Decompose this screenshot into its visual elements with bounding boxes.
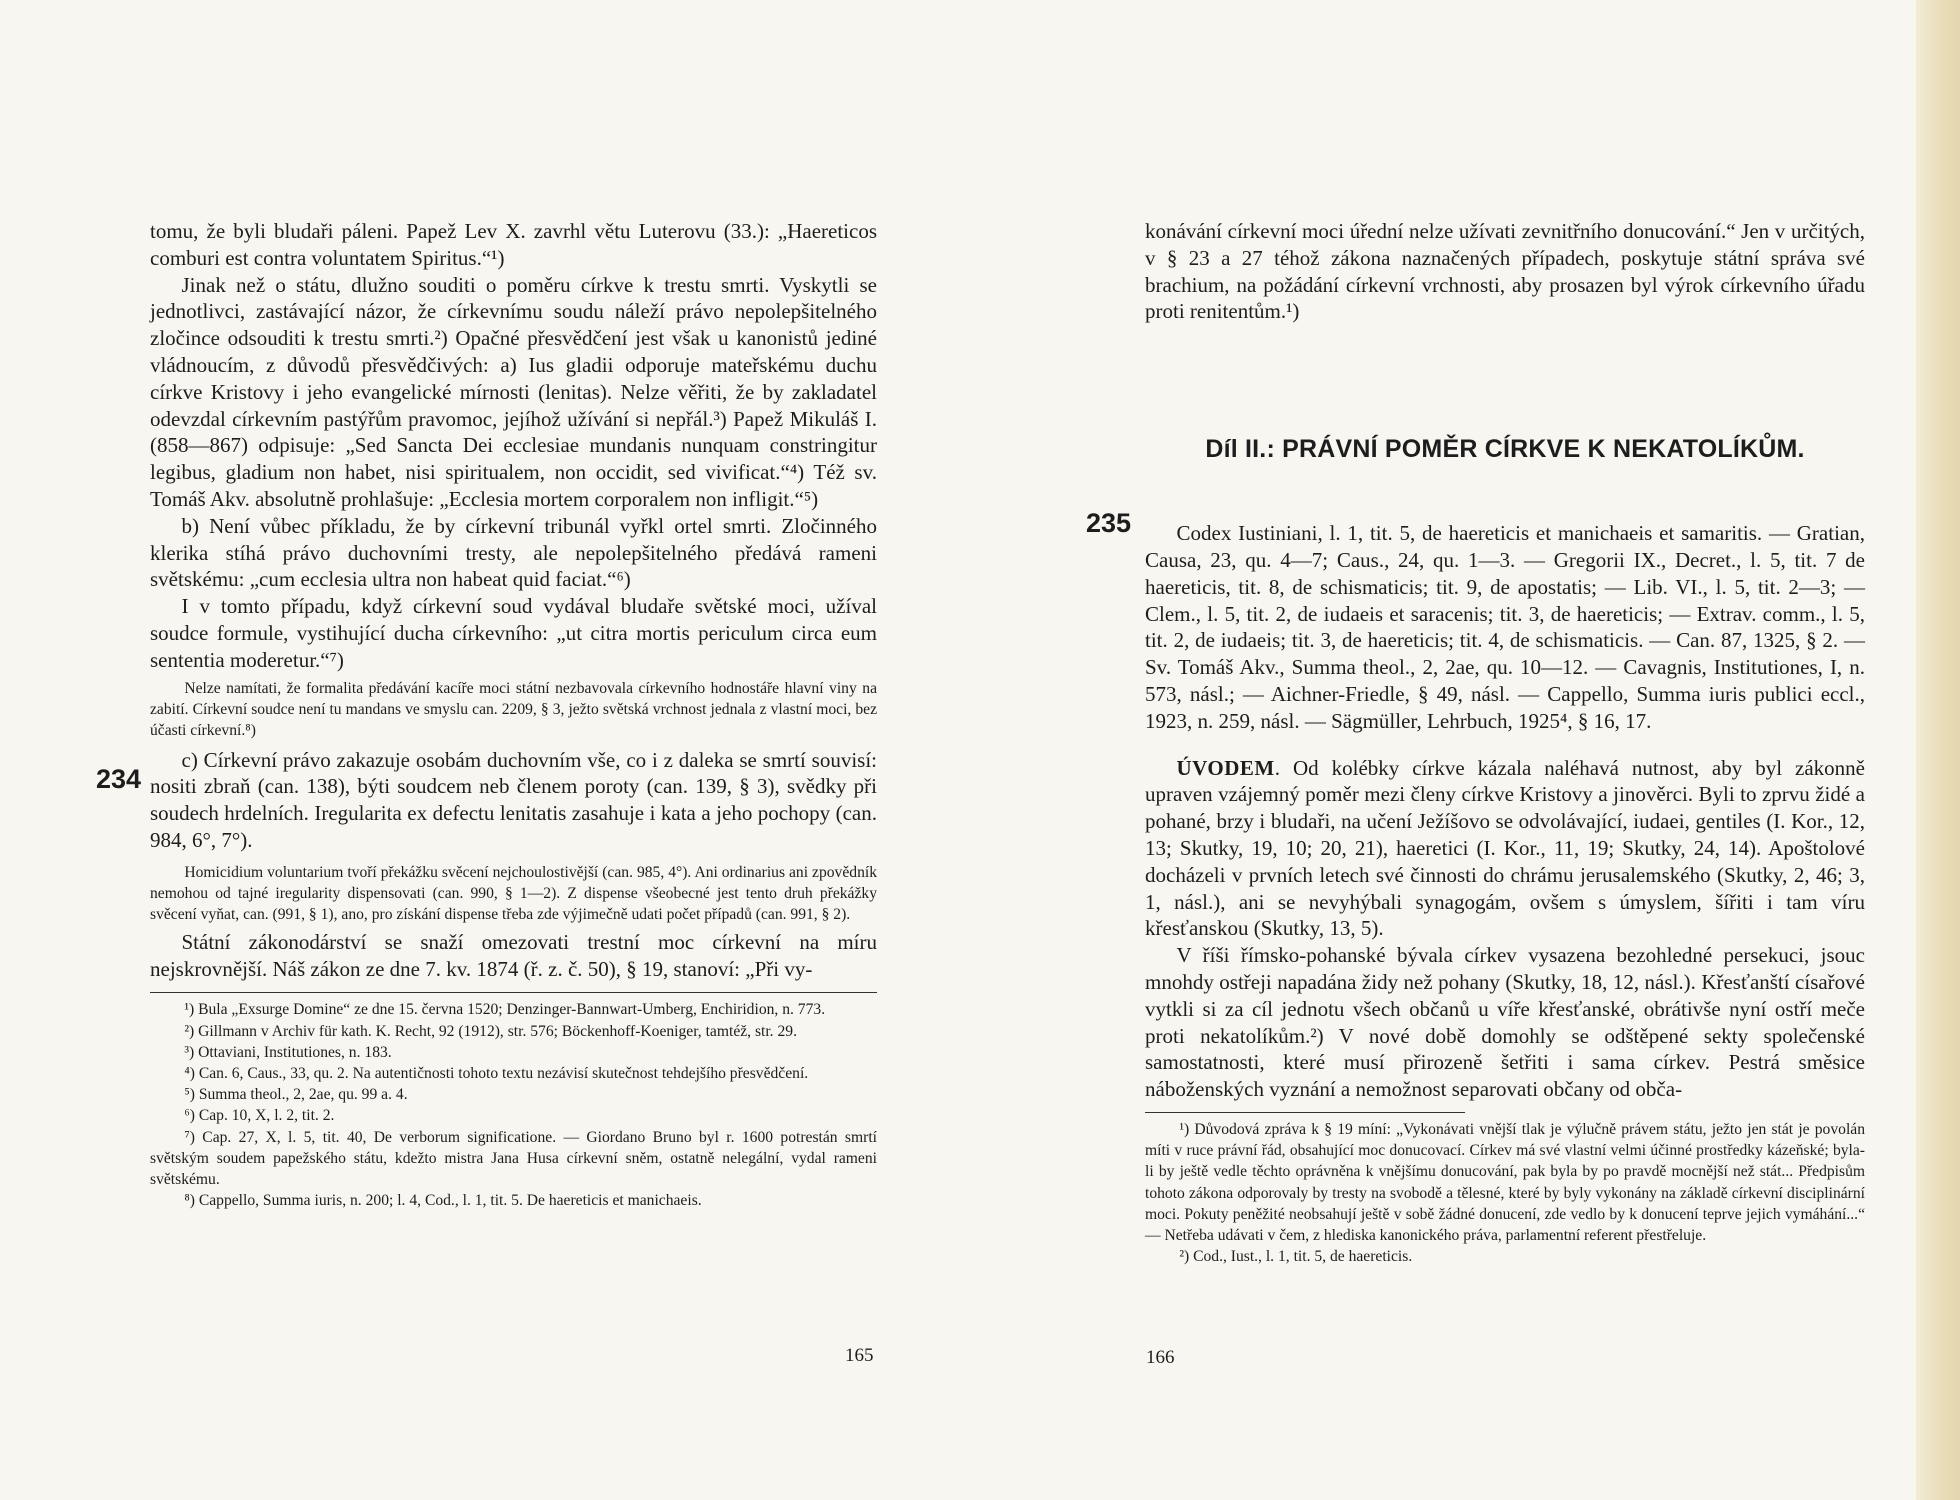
right-footnotes xyxy=(1145,1119,1865,1267)
book-page-edge xyxy=(1916,0,1960,1500)
footnote: ¹) Důvodová zpráva k § 19 míní: „Vykonávati vnější tlak je výlučně právem státu, ježto jen stát je povolán míti v ruce právní řád, obsahující moc donucovací. Církev má své vlastní velmi účinné prostředky kázeňské; byla-li by ještě vedle těchto oprávněna k vnějšímu donucování, pak byla by po pravdě mocnější než stát... Předpisům tohoto zákona odporovaly by tresty na svobodě a tělesné, které by byly vykonány na základě církevní disciplinární moci. Pokuty peněžité neobsahují ještě v sobě žádné donucení, zde vedlo by k donucení teprve jejich vymáhání...“ — Netřeba udávati v čem, z hlediska kanonického práva, parlamentní referent přestřeluje. xyxy=(1145,1120,1865,1244)
footnote: ⁸) Cappello, Summa iuris, n. 200; l. 4, Cod., l. 1, tit. 5. De haereticis et manichaeis. xyxy=(184,1192,702,1210)
bibliography-paragraph: Codex Iustiniani, l. 1, tit. 5, de haereticis et manichaeis et samaritis. — Gratian, Causa, 23, qu. 4—7; Caus., 24, qu. 1—3. — Gregorii IX., Decret., l. 5, tit. 7 de haereticis, tit. 8, de schismaticis; tit. 9, de apostatis; — Lib. VI., l. 5, tit. 2—3; — Clem., l. 5, tit. 2, de iudaeis et saracenis; tit. 3, de haereticis; — Extrav. comm., l. 5, tit. 2, de iudaeis; tit. 3, de haereticis; tit. 4, de schismaticis. — Can. 87, 1325, § 2. — Sv. Tomáš Akv., Summa theol., 2, 2ae, qu. 10—12. — Cavagnis, Institutiones, I, n. 573, násl.; — Aichner-Friedle, § 49, násl. — Cappello, Summa iuris publici eccl., 1923, n. 259, násl. — Sägmüller, Lehrbuch, 1925⁴, § 16, 17. xyxy=(1145,521,1865,733)
uvodem-text: . Od kolébky církve kázala naléhavá nutnost, aby byl zákonně upraven vzájemný poměr mezi členy církve Kristovy a jinověrci. Byli to zprvu židé a pohané, brzy i bludaři, na učení Ježíšovo se odvolávající, iudaei, gentiles (I. Kor., 12, 13; Skutky, 19, 10; 20, 21), haeretici (I. Kor., 11, 19; Skutky, 24, 14). Apoštolové docházeli v prvních letech své činnosti do chrámu jerusalemského (Skutky, 2, 46; 3, 1, násl.), ani se nevyhýbali synagogám, ovšem s úmyslem, šířiti i tam víru křesťanskou (Skutky, 13, 5). xyxy=(1145,755,1865,941)
chapter-heading: Díl II.: PRÁVNÍ POMĚR CÍRKVE K NEKATOLÍKŮM. xyxy=(1205,435,1805,464)
uvodem-label: ÚVODEM xyxy=(1176,755,1275,780)
footnote: ⁴) Can. 6, Caus., 33, qu. 2. Na autentičnosti tohoto textu nezávisí skutečnost tehdejšího přesvědčení. xyxy=(184,1064,809,1082)
footnote: ⁵) Summa theol., 2, 2ae, qu. 99 a. 4. xyxy=(184,1086,408,1104)
right-page xyxy=(1145,218,1865,1267)
margin-section-number: 235 xyxy=(1086,508,1132,538)
left-paragraph-c: c) Církevní právo zakazuje osobám duchovním vše, co i z daleka se smrtí souvisí: nositi zbraň (can. 138), býti soudcem neb členem poroty (can. 139, § 3), svědky při soudech hrdelních. Iregularita ex defectu lenitatis zasahuje i kata a jeho pochopy (can. 984, 6°, 7°). xyxy=(150,747,877,852)
left-small-note-2: Homicidium voluntarium tvoří překážku svěcení nejchoulostivější (can. 985, 4°). Ani ordinarius ani zpovědník nemohou od tajné iregularity dispensovati (can. 990, § 1—2). Z dispense všeobecné jest tento druh překážky svěcení vyňat, can. (991, § 1), ano, pro získání dispense třeba zde výjimečně udati počet případů (can. 991, § 2). xyxy=(150,863,877,923)
footnote: ¹) Bula „Exsurge Domine“ ze dne 15. června 1520; Denzinger-Bannwart-Umberg, Enchiridion, n. 773. xyxy=(184,1001,826,1019)
right-paragraph-top: konávání církevní moci úřední nelze užívati zevnitřního donucování.“ Jen v určitých, v § 23 a 27 téhož zákona naznačených případech, poskytuje státní správa své brachium, na požádání církevní vrchnosti, aby prosazen byl výrok církevního úřadu proti renitentům.¹) xyxy=(1145,219,1865,324)
left-small-note-1: Nelze namítati, že formalita předávání kacíře moci státní nezbavovala církevního hodnostáře hlavní viny na zabití. Církevní soudce není tu mandans ve smyslu can. 2209, § 3, ježto světská vrchnost jednala z vlastní moci, bez účasti církevní.⁸) xyxy=(150,679,877,739)
left-footnote-rule xyxy=(150,992,877,993)
left-footnotes xyxy=(150,999,877,1211)
footnote: ²) Cod., Iust., l. 1, tit. 5, de haereticis. xyxy=(1179,1248,1413,1266)
left-page xyxy=(150,218,877,1211)
uvodem-paragraph xyxy=(1145,755,1865,943)
left-paragraph-2: Jinak než o státu, dlužno souditi o poměru církve k trestu smrti. Vyskytli se jednotlivci, zastávající názor, že církevnímu soudu náleží právo nepolepšitelného zločince odsouditi k trestu smrti.²) Opačné přesvědčení jest však u kanonistů jediné vládnoucím, z důvodů přesvědčivých: a) Ius gladii odporuje mateřskému duchu církve Kristovy i jeho evangelické mírnosti (lenitas). Nelze věřiti, že by zakladatel odevzdal církevním pastýřům pravomoc, jejíhož užívání si nepřál.³) Papež Mikuláš I. (858—867) odpisuje: „Sed Sancta Dei ecclesiae mundanis nunquam constringitur legibus, gladium non habet, nisi spiritualem, non occidit, sed vivificat.“⁴) Též sv. Tomáš Akv. absolutně prohlašuje: „Ecclesia mortem corporalem non infligit.“⁵) xyxy=(150,272,877,511)
left-paragraph-3: b) Není vůbec příkladu, že by církevní tribunál vyřkl ortel smrti. Zločinného klerika stíhá právo duchovními tresty, ale nepolepšitelného předává rameni světskému: „cum ecclesia ultra non habeat quid faciat.“⁶) xyxy=(150,513,877,592)
footnote: ²) Gillmann v Archiv für kath. K. Recht, 92 (1912), str. 576; Böckenhoff-Koeniger, tamtéž, str. 29. xyxy=(184,1022,797,1040)
page-number-left: 165 xyxy=(845,1345,874,1366)
footnote: ³) Ottaviani, Institutiones, n. 183. xyxy=(184,1043,392,1061)
left-paragraph-4: I v tomto případu, když církevní soud vydával bludaře světské moci, užíval soudce formule, vystihující ducha církevního: „ut citra mortis periculum circa eum sententia moderetur.“⁷) xyxy=(150,594,877,672)
footnote: ⁷) Cap. 27, X, l. 5, tit. 40, De verborum significatione. — Giordano Bruno byl r. 1600 potrestán smrtí světským soudem papežského státu, kdežto mistra Jana Husa církevní sněm, ostatně nelegální, vydal rameni světskému. xyxy=(150,1128,877,1188)
left-paragraph-1: tomu, že byli bludaři páleni. Papež Lev X. zavrhl větu Luterovu (33.): „Haereticos comburi est contra voluntatem Spiritus.“¹) xyxy=(150,219,877,270)
page-number-right: 166 xyxy=(1146,1347,1175,1368)
left-paragraph-last: Státní zákonodárství se snaží omezovati trestní moc církevní na míru nejskrovnější. Náš zákon ze dne 7. kv. 1874 (ř. z. č. 50), § 19, stanoví: „Při vy- xyxy=(150,929,877,981)
margin-section-number: 234 xyxy=(96,764,142,794)
right-footnote-rule xyxy=(1145,1112,1465,1113)
right-paragraph-2: V říši římsko-pohanské bývala církev vysazena bezohledné persekuci, jsouc mnohdy ostřeji napadána židy než pohany (Skutky, 18, 12, násl.). Křesťanští císařové vytkli si za cíl jednotu všech občanů u víře křesťanské, obrátivše nyní ostří meče proti nekatolíkům.²) V nové době domohly se odštěpené sekty společenské samostatnosti, které musí přirozeně šetřiti i sama církev. Pestrá směsice náboženských vyznání a nemožnost separovati občany od obča- xyxy=(1145,943,1865,1102)
footnote: ⁶) Cap. 10, X, l. 2, tit. 2. xyxy=(184,1107,335,1125)
